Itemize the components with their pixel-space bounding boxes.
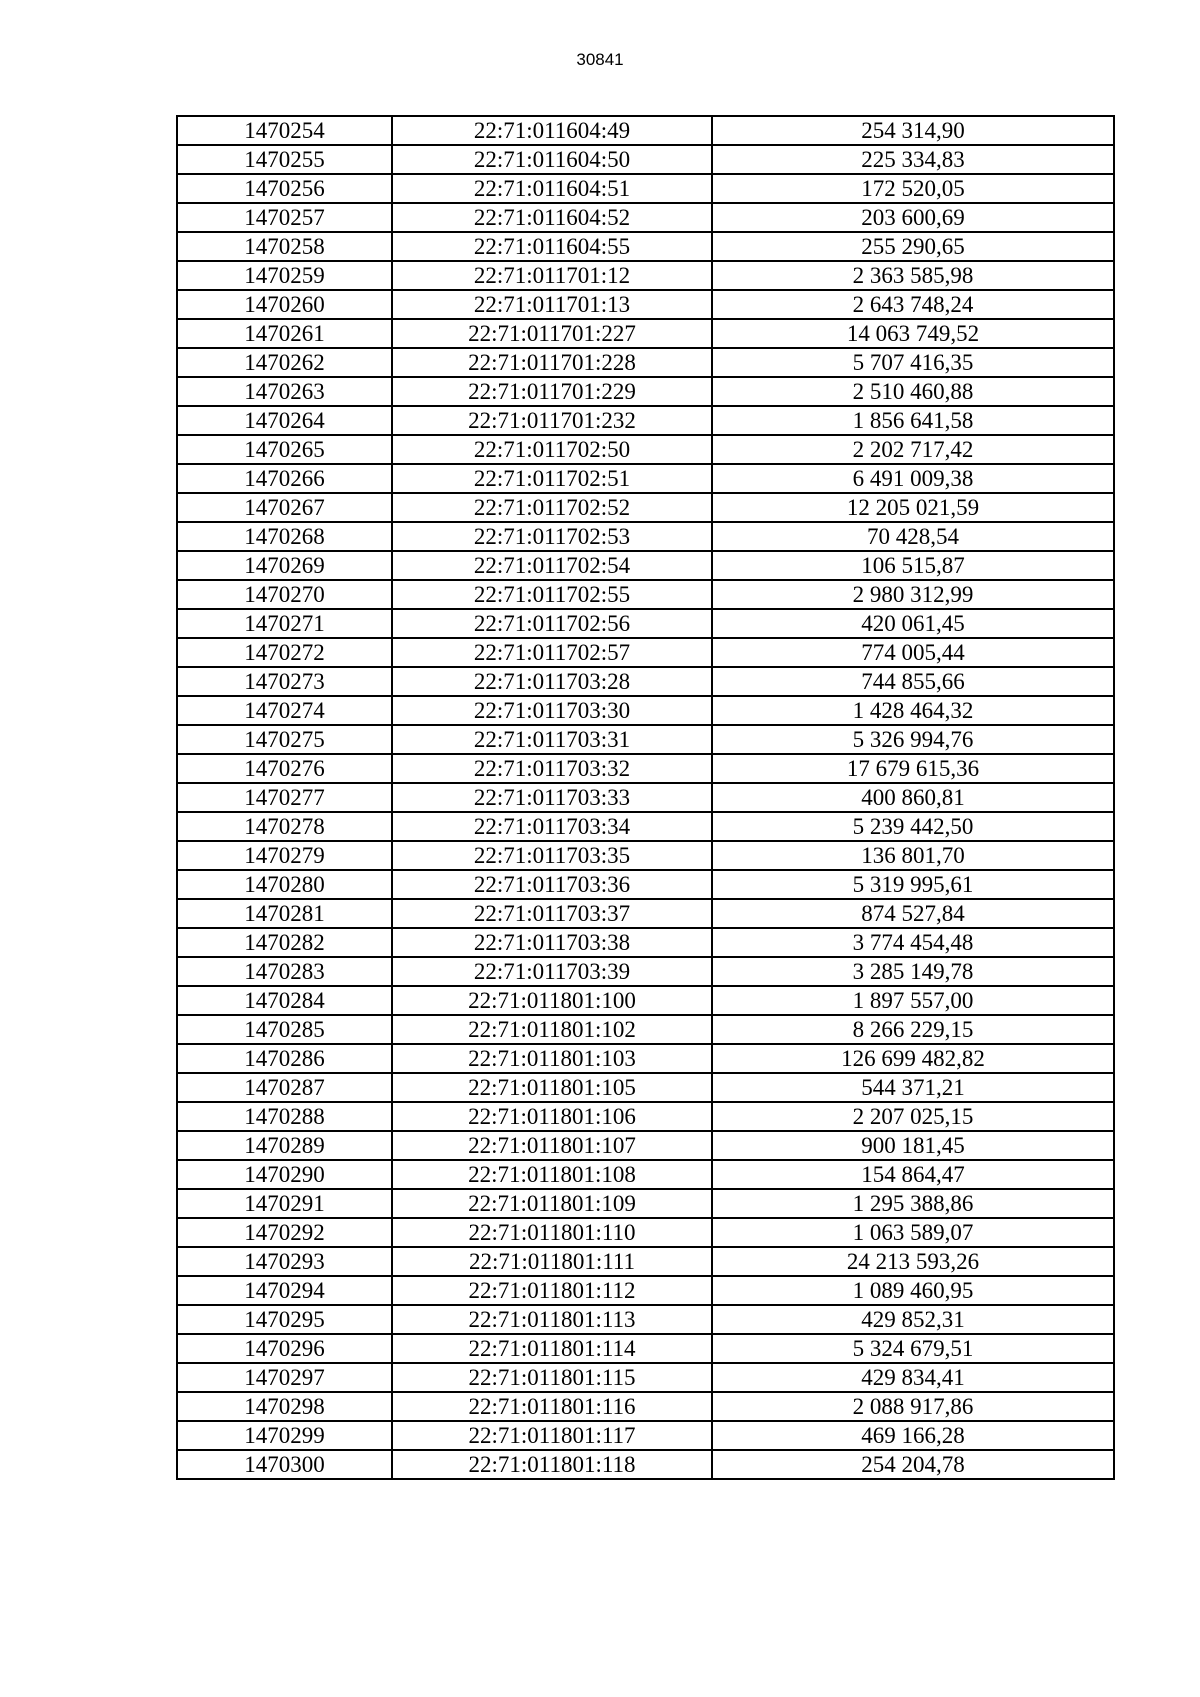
table-row [177, 377, 1114, 406]
cadastral-number-cell: 22:71:011701:227 [392, 319, 712, 348]
cadastral-number-cell: 22:71:011701:228 [392, 348, 712, 377]
cadastral-number-cell: 22:71:011801:105 [392, 1073, 712, 1102]
table-row [177, 551, 1114, 580]
cadastral-number-cell: 22:71:011701:12 [392, 261, 712, 290]
cadastral-value-cell: 14 063 749,52 [712, 319, 1114, 348]
cadastral-value-cell: 429 852,31 [712, 1305, 1114, 1334]
cadastral-value-cell: 900 181,45 [712, 1131, 1114, 1160]
cadastral-number-cell: 22:71:011604:55 [392, 232, 712, 261]
row-number-cell: 1470299 [177, 1421, 392, 1450]
cadastral-number-cell: 22:71:011801:116 [392, 1392, 712, 1421]
table-row [177, 1015, 1114, 1044]
cadastral-number-cell: 22:71:011703:28 [392, 667, 712, 696]
table-row [177, 232, 1114, 261]
row-number-cell: 1470263 [177, 377, 392, 406]
cadastral-value-cell: 126 699 482,82 [712, 1044, 1114, 1073]
row-number-cell: 1470300 [177, 1450, 392, 1479]
cadastral-number-cell: 22:71:011801:108 [392, 1160, 712, 1189]
cadastral-number-cell: 22:71:011801:112 [392, 1276, 712, 1305]
row-number-cell: 1470261 [177, 319, 392, 348]
table-row [177, 899, 1114, 928]
cadastral-value-cell: 5 319 995,61 [712, 870, 1114, 899]
row-number-cell: 1470275 [177, 725, 392, 754]
cadastral-value-cell: 154 864,47 [712, 1160, 1114, 1189]
cadastral-value-cell: 400 860,81 [712, 783, 1114, 812]
table-row [177, 1160, 1114, 1189]
cadastral-value-cell: 5 326 994,76 [712, 725, 1114, 754]
cadastral-value-cell: 5 707 416,35 [712, 348, 1114, 377]
table-row [177, 290, 1114, 319]
row-number-cell: 1470298 [177, 1392, 392, 1421]
cadastral-value-cell: 8 266 229,15 [712, 1015, 1114, 1044]
table-row [177, 986, 1114, 1015]
cadastral-number-cell: 22:71:011703:39 [392, 957, 712, 986]
table-row [177, 1131, 1114, 1160]
row-number-cell: 1470279 [177, 841, 392, 870]
row-number-cell: 1470264 [177, 406, 392, 435]
cadastral-value-cell: 203 600,69 [712, 203, 1114, 232]
cadastral-number-cell: 22:71:011703:31 [392, 725, 712, 754]
cadastral-value-cell: 1 856 641,58 [712, 406, 1114, 435]
row-number-cell: 1470271 [177, 609, 392, 638]
table-row [177, 493, 1114, 522]
cadastral-value-cell: 2 980 312,99 [712, 580, 1114, 609]
cadastral-value-cell: 420 061,45 [712, 609, 1114, 638]
cadastral-number-cell: 22:71:011801:118 [392, 1450, 712, 1479]
cadastral-number-cell: 22:71:011703:35 [392, 841, 712, 870]
cadastral-value-cell: 70 428,54 [712, 522, 1114, 551]
cadastral-number-cell: 22:71:011702:53 [392, 522, 712, 551]
cadastral-number-cell: 22:71:011604:49 [392, 116, 712, 145]
table-row [177, 464, 1114, 493]
row-number-cell: 1470295 [177, 1305, 392, 1334]
cadastral-value-cell: 2 643 748,24 [712, 290, 1114, 319]
row-number-cell: 1470259 [177, 261, 392, 290]
cadastral-number-cell: 22:71:011801:110 [392, 1218, 712, 1247]
row-number-cell: 1470278 [177, 812, 392, 841]
row-number-cell: 1470266 [177, 464, 392, 493]
cadastral-value-cell: 1 295 388,86 [712, 1189, 1114, 1218]
row-number-cell: 1470270 [177, 580, 392, 609]
cadastral-number-cell: 22:71:011702:55 [392, 580, 712, 609]
table-row [177, 348, 1114, 377]
row-number-cell: 1470284 [177, 986, 392, 1015]
cadastral-number-cell: 22:71:011801:103 [392, 1044, 712, 1073]
cadastral-number-cell: 22:71:011604:51 [392, 174, 712, 203]
table-row [177, 203, 1114, 232]
cadastral-value-cell: 254 204,78 [712, 1450, 1114, 1479]
cadastral-number-cell: 22:71:011801:114 [392, 1334, 712, 1363]
cadastral-value-cell: 12 205 021,59 [712, 493, 1114, 522]
cadastral-value-cell: 3 285 149,78 [712, 957, 1114, 986]
table-row [177, 116, 1114, 145]
cadastral-value-cell: 255 290,65 [712, 232, 1114, 261]
cadastral-value-cell: 225 334,83 [712, 145, 1114, 174]
cadastral-value-cell: 774 005,44 [712, 638, 1114, 667]
table-row [177, 261, 1114, 290]
row-number-cell: 1470280 [177, 870, 392, 899]
cadastral-value-cell: 3 774 454,48 [712, 928, 1114, 957]
table-row [177, 1276, 1114, 1305]
row-number-cell: 1470265 [177, 435, 392, 464]
cadastral-number-cell: 22:71:011801:117 [392, 1421, 712, 1450]
cadastral-number-cell: 22:71:011702:50 [392, 435, 712, 464]
cadastral-number-cell: 22:71:011702:57 [392, 638, 712, 667]
row-number-cell: 1470254 [177, 116, 392, 145]
table-row [177, 145, 1114, 174]
row-number-cell: 1470268 [177, 522, 392, 551]
cadastral-value-cell: 172 520,05 [712, 174, 1114, 203]
table-row [177, 609, 1114, 638]
cadastral-value-cell: 254 314,90 [712, 116, 1114, 145]
row-number-cell: 1470286 [177, 1044, 392, 1073]
cadastral-value-cell: 106 515,87 [712, 551, 1114, 580]
cadastral-value-cell: 544 371,21 [712, 1073, 1114, 1102]
row-number-cell: 1470272 [177, 638, 392, 667]
cadastral-number-cell: 22:71:011702:56 [392, 609, 712, 638]
row-number-cell: 1470256 [177, 174, 392, 203]
row-number-cell: 1470260 [177, 290, 392, 319]
cadastral-number-cell: 22:71:011703:36 [392, 870, 712, 899]
row-number-cell: 1470274 [177, 696, 392, 725]
cadastral-value-cell: 2 207 025,15 [712, 1102, 1114, 1131]
cadastral-number-cell: 22:71:011801:109 [392, 1189, 712, 1218]
row-number-cell: 1470285 [177, 1015, 392, 1044]
cadastral-number-cell: 22:71:011701:232 [392, 406, 712, 435]
table-row [177, 580, 1114, 609]
table-row [177, 1247, 1114, 1276]
cadastral-value-cell: 1 089 460,95 [712, 1276, 1114, 1305]
cadastral-number-cell: 22:71:011702:54 [392, 551, 712, 580]
cadastral-value-cell: 744 855,66 [712, 667, 1114, 696]
row-number-cell: 1470292 [177, 1218, 392, 1247]
table-row [177, 1218, 1114, 1247]
row-number-cell: 1470255 [177, 145, 392, 174]
cadastral-value-table [176, 115, 1115, 1480]
cadastral-value-cell: 2 088 917,86 [712, 1392, 1114, 1421]
cadastral-value-cell: 1 063 589,07 [712, 1218, 1114, 1247]
table-row [177, 406, 1114, 435]
table-row [177, 725, 1114, 754]
cadastral-value-cell: 5 239 442,50 [712, 812, 1114, 841]
table-row [177, 667, 1114, 696]
table-row [177, 696, 1114, 725]
cadastral-number-cell: 22:71:011703:33 [392, 783, 712, 812]
row-number-cell: 1470289 [177, 1131, 392, 1160]
table-row [177, 1073, 1114, 1102]
cadastral-value-cell: 17 679 615,36 [712, 754, 1114, 783]
row-number-cell: 1470290 [177, 1160, 392, 1189]
table-row [177, 870, 1114, 899]
cadastral-number-cell: 22:71:011703:34 [392, 812, 712, 841]
cadastral-number-cell: 22:71:011604:52 [392, 203, 712, 232]
cadastral-value-cell: 1 897 557,00 [712, 986, 1114, 1015]
cadastral-number-cell: 22:71:011703:30 [392, 696, 712, 725]
table-row [177, 1189, 1114, 1218]
row-number-cell: 1470296 [177, 1334, 392, 1363]
cadastral-value-cell: 5 324 679,51 [712, 1334, 1114, 1363]
cadastral-value-cell: 1 428 464,32 [712, 696, 1114, 725]
row-number-cell: 1470258 [177, 232, 392, 261]
page-number: 30841 [576, 50, 624, 69]
table-row [177, 1450, 1114, 1479]
row-number-cell: 1470293 [177, 1247, 392, 1276]
cadastral-value-cell: 136 801,70 [712, 841, 1114, 870]
row-number-cell: 1470276 [177, 754, 392, 783]
cadastral-number-cell: 22:71:011801:107 [392, 1131, 712, 1160]
row-number-cell: 1470269 [177, 551, 392, 580]
table-row [177, 841, 1114, 870]
cadastral-value-cell: 2 202 717,42 [712, 435, 1114, 464]
cadastral-number-cell: 22:71:011702:52 [392, 493, 712, 522]
table-row [177, 812, 1114, 841]
row-number-cell: 1470288 [177, 1102, 392, 1131]
cadastral-value-cell: 2 510 460,88 [712, 377, 1114, 406]
cadastral-value-cell: 24 213 593,26 [712, 1247, 1114, 1276]
cadastral-number-cell: 22:71:011801:100 [392, 986, 712, 1015]
table-row [177, 1305, 1114, 1334]
cadastral-value-cell: 874 527,84 [712, 899, 1114, 928]
row-number-cell: 1470282 [177, 928, 392, 957]
cadastral-number-cell: 22:71:011701:13 [392, 290, 712, 319]
cadastral-number-cell: 22:71:011801:113 [392, 1305, 712, 1334]
cadastral-number-cell: 22:71:011701:229 [392, 377, 712, 406]
table-row [177, 1102, 1114, 1131]
table-row [177, 522, 1114, 551]
table-row [177, 435, 1114, 464]
table-row [177, 1044, 1114, 1073]
cadastral-value-cell: 469 166,28 [712, 1421, 1114, 1450]
row-number-cell: 1470257 [177, 203, 392, 232]
table-row [177, 928, 1114, 957]
table-row [177, 174, 1114, 203]
cadastral-number-cell: 22:71:011801:102 [392, 1015, 712, 1044]
table-row [177, 1392, 1114, 1421]
cadastral-number-cell: 22:71:011801:106 [392, 1102, 712, 1131]
cadastral-number-cell: 22:71:011703:38 [392, 928, 712, 957]
table-body [177, 116, 1114, 1479]
table-row [177, 957, 1114, 986]
cadastral-value-cell: 2 363 585,98 [712, 261, 1114, 290]
row-number-cell: 1470294 [177, 1276, 392, 1305]
cadastral-value-cell: 429 834,41 [712, 1363, 1114, 1392]
cadastral-number-cell: 22:71:011703:32 [392, 754, 712, 783]
row-number-cell: 1470283 [177, 957, 392, 986]
cadastral-value-cell: 6 491 009,38 [712, 464, 1114, 493]
table-row [177, 1363, 1114, 1392]
cadastral-number-cell: 22:71:011801:111 [392, 1247, 712, 1276]
row-number-cell: 1470297 [177, 1363, 392, 1392]
row-number-cell: 1470262 [177, 348, 392, 377]
table-row [177, 1421, 1114, 1450]
table-row [177, 1334, 1114, 1363]
row-number-cell: 1470291 [177, 1189, 392, 1218]
row-number-cell: 1470277 [177, 783, 392, 812]
row-number-cell: 1470287 [177, 1073, 392, 1102]
cadastral-number-cell: 22:71:011703:37 [392, 899, 712, 928]
row-number-cell: 1470273 [177, 667, 392, 696]
cadastral-number-cell: 22:71:011604:50 [392, 145, 712, 174]
row-number-cell: 1470267 [177, 493, 392, 522]
table-row [177, 754, 1114, 783]
row-number-cell: 1470281 [177, 899, 392, 928]
table-row [177, 638, 1114, 667]
table-row [177, 783, 1114, 812]
cadastral-number-cell: 22:71:011801:115 [392, 1363, 712, 1392]
cadastral-number-cell: 22:71:011702:51 [392, 464, 712, 493]
table-row [177, 319, 1114, 348]
